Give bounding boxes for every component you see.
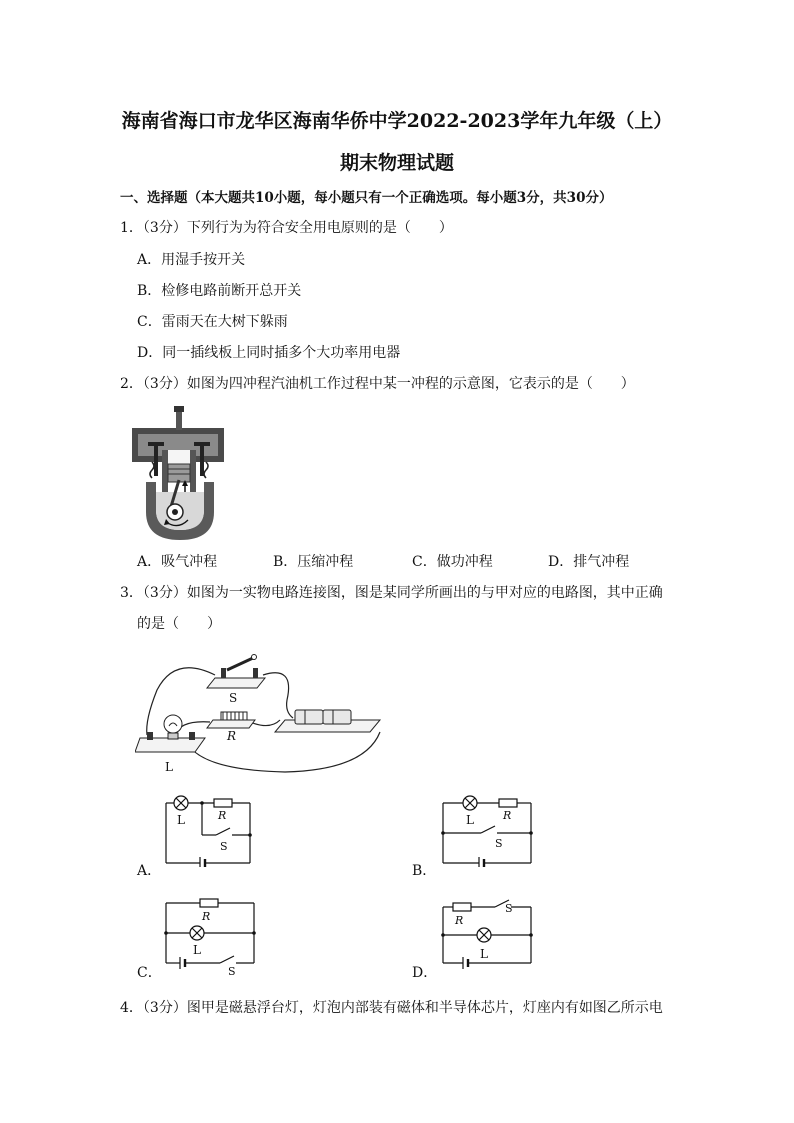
q3-option-b-letter: B． bbox=[412, 863, 437, 879]
diagram-b-switch-label: S bbox=[495, 837, 503, 850]
engine-stroke-diagram bbox=[130, 400, 230, 542]
page-title-line2: 期末物理试题 bbox=[339, 152, 454, 174]
diagram-d-switch-label: S bbox=[505, 902, 513, 915]
diagram-c-resistor-label: R bbox=[202, 910, 211, 923]
question-3-stem-line1: 3．（3分）如图为一实物电路连接图，图是某同学所画出的与甲对应的电路图，其中正确 bbox=[120, 585, 663, 601]
diagram-c-lamp-label: L bbox=[193, 943, 201, 957]
photo-resistor-label: R bbox=[227, 729, 237, 743]
photo-switch-label: S bbox=[229, 691, 238, 705]
circuit-diagram-d bbox=[437, 895, 537, 975]
diagram-d-lamp-label: L bbox=[480, 947, 488, 961]
q1-option-d: D．同一插线板上同时插多个大功率用电器 bbox=[137, 345, 401, 361]
circuit-diagram-a bbox=[160, 795, 256, 867]
question-3-stem-line2: 的是（ ） bbox=[137, 616, 221, 632]
circuit-diagram-c bbox=[160, 895, 260, 975]
q3-option-a-letter: A． bbox=[137, 863, 162, 879]
q1-option-c: C．雷雨天在大树下躲雨 bbox=[137, 314, 288, 330]
q2-option-a: A．吸气冲程 bbox=[137, 554, 218, 570]
question-4-stem: 4．（3分）图甲是磁悬浮台灯，灯泡内部装有磁体和半导体芯片，灯座内有如图乙所示电 bbox=[120, 1000, 663, 1016]
q3-option-c-letter: C． bbox=[137, 965, 162, 981]
q1-option-a: A．用湿手按开关 bbox=[137, 252, 246, 268]
page-title-line1: 海南省海口市龙华区海南华侨中学2022-2023学年九年级（上） bbox=[121, 110, 673, 132]
photo-lamp-label: L bbox=[165, 760, 173, 774]
circuit-diagram-b bbox=[437, 795, 537, 867]
section-heading: 一、选择题（本大题共10小题，每小题只有一个正确选项。每小题3分，共30分） bbox=[120, 190, 613, 206]
diagram-d-resistor-label: R bbox=[455, 914, 464, 927]
q3-option-d-letter: D． bbox=[412, 965, 438, 981]
q1-option-b: B．检修电路前断开总开关 bbox=[137, 283, 302, 299]
q2-option-d: D．排气冲程 bbox=[548, 554, 630, 570]
question-2-stem: 2．（3分）如图为四冲程汽油机工作过程中某一冲程的示意图，它表示的是（ ） bbox=[120, 376, 635, 392]
q2-option-b: B．压缩冲程 bbox=[273, 554, 354, 570]
diagram-c-switch-label: S bbox=[228, 965, 236, 975]
diagram-a-lamp-label: L bbox=[177, 813, 185, 827]
diagram-a-resistor-label: R bbox=[218, 809, 227, 822]
diagram-a-switch-label: S bbox=[220, 840, 228, 853]
question-1-stem: 1．（3分）下列行为为符合安全用电原则的是（ ） bbox=[120, 220, 453, 236]
physical-circuit-photo bbox=[135, 640, 385, 775]
q2-option-c: C．做功冲程 bbox=[412, 554, 493, 570]
diagram-b-resistor-label: R bbox=[503, 809, 512, 822]
diagram-b-lamp-label: L bbox=[466, 813, 474, 827]
